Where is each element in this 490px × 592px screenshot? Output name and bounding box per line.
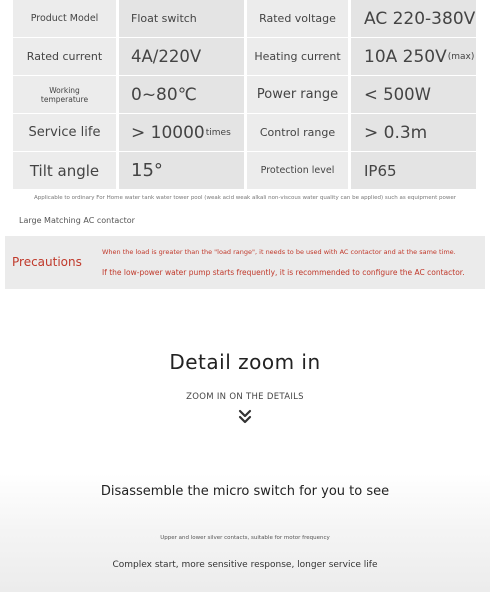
spec-label: Service life	[13, 114, 116, 151]
spec-row	[13, 152, 476, 189]
spec-label: Protection level	[247, 152, 348, 189]
spec-value: 0~80℃	[119, 76, 244, 113]
spec-table	[13, 0, 476, 189]
spec-value-sup: (max)	[447, 51, 475, 62]
precautions-line: When the load is greater than the "load range", it needs to be used with AC contactor and at the same time.	[102, 248, 456, 256]
precautions-title: Precautions	[12, 255, 82, 269]
spec-label: Control range	[247, 114, 348, 151]
matching-contactor-label: Large Matching AC contactor	[19, 216, 135, 225]
spec-value: 15°	[119, 152, 244, 189]
spec-row	[13, 38, 476, 75]
spec-value-main: > 10000	[131, 122, 205, 143]
spec-label: Tilt angle	[13, 152, 116, 189]
precautions-line: If the low-power water pump starts frequently, it is recommended to configure the AC contactor.	[102, 268, 465, 277]
spec-value	[119, 114, 244, 151]
spec-value: < 500W	[351, 76, 476, 113]
detail-section-background	[0, 296, 490, 592]
spec-label: Power range	[247, 76, 348, 113]
spec-value: IP65	[351, 152, 476, 189]
micro-switch-title: Disassemble the micro switch for you to see	[100, 484, 390, 499]
spec-value: 4A/220V	[119, 38, 244, 75]
spec-label: Working temperature	[13, 76, 116, 113]
spec-label: Rated current	[13, 38, 116, 75]
spec-label: Heating current	[247, 38, 348, 75]
spec-value: Float switch	[119, 0, 244, 37]
spec-value	[351, 38, 476, 75]
spec-row	[13, 76, 476, 113]
spec-value: AC 220-380V	[351, 0, 476, 37]
application-note: Applicable to ordinary For Home water tank water tower pool (weak acid weak alkali non-viscous water quality can be applied) such as equipment power	[34, 195, 456, 201]
precautions-box	[5, 236, 485, 289]
micro-switch-tagline: Complex start, more sensitive response, longer service life	[112, 560, 378, 570]
detail-subtitle: ZOOM IN ON THE DETAILS	[186, 392, 304, 402]
spec-value: > 0.3m	[351, 114, 476, 151]
double-chevron-down-icon	[238, 409, 252, 425]
spec-value-main: 10A 250V	[364, 46, 447, 67]
spec-row	[13, 0, 476, 37]
spec-value-sup: times	[205, 127, 231, 138]
spec-row	[13, 114, 476, 151]
spec-label: Product Model	[13, 0, 116, 37]
spec-label: Rated voltage	[247, 0, 348, 37]
contacts-note: Upper and lower silver contacts, suitable for motor frequency	[160, 535, 330, 541]
detail-title: Detail zoom in	[169, 350, 321, 374]
